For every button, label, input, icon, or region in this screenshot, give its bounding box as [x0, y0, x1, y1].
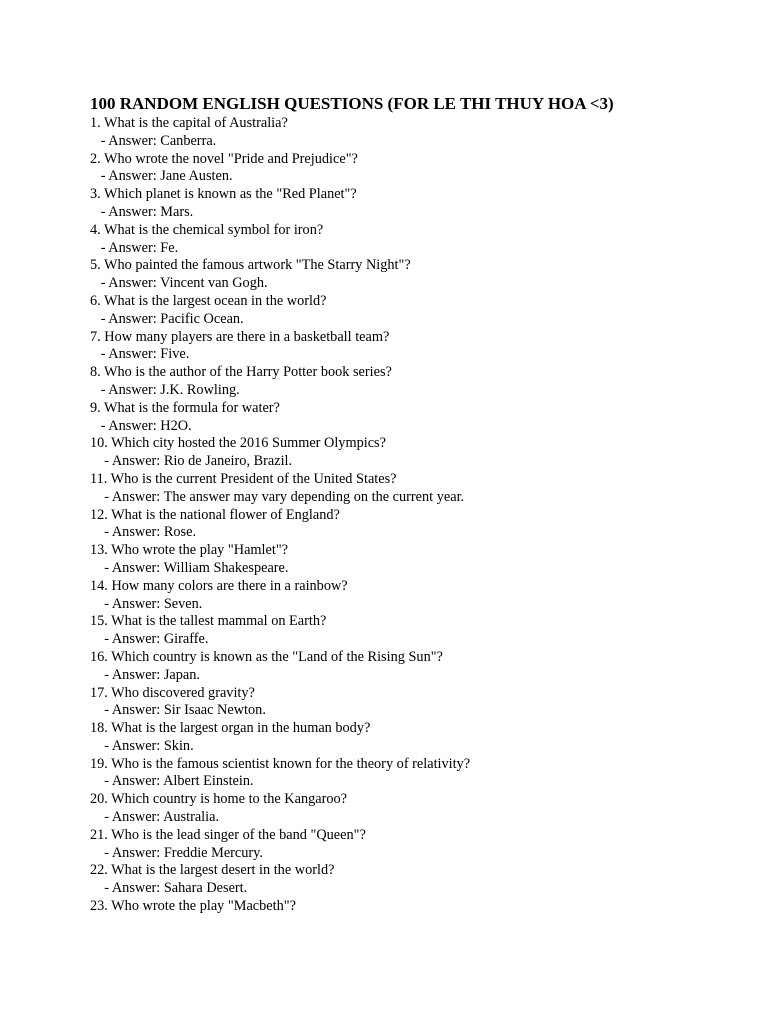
answer-text: - Answer: Japan. — [90, 666, 200, 683]
question-item — [90, 329, 730, 365]
document-page — [90, 93, 730, 916]
answer-text: - Answer: Sir Isaac Newton. — [90, 702, 266, 719]
answer-text: - Answer: Giraffe. — [90, 631, 209, 648]
question-text: 10. Which city hosted the 2016 Summer Olympics? — [90, 435, 386, 452]
question-item — [90, 756, 730, 792]
answer-text: - Answer: Fe. — [90, 239, 179, 256]
answer-text: - Answer: Mars. — [90, 203, 194, 220]
question-text: 11. Who is the current President of the United States? — [90, 470, 397, 487]
question-text: 18. What is the largest organ in the human body? — [90, 720, 371, 737]
question-item — [90, 471, 730, 507]
question-item — [90, 542, 730, 578]
question-item — [90, 791, 730, 827]
answer-text: - Answer: Seven. — [90, 595, 203, 612]
question-item — [90, 578, 730, 614]
question-text: 12. What is the national flower of England? — [90, 506, 340, 523]
answer-text: - Answer: Freddie Mercury. — [90, 844, 263, 861]
answer-text: - Answer: Skin. — [90, 737, 194, 754]
question-text: 3. Which planet is known as the "Red Planet"? — [90, 186, 357, 203]
answer-text: - Answer: Five. — [90, 346, 190, 363]
question-item — [90, 400, 730, 436]
question-text: 16. Which country is known as the "Land of the Rising Sun"? — [90, 648, 443, 665]
question-item — [90, 151, 730, 187]
question-item — [90, 613, 730, 649]
question-item — [90, 685, 730, 721]
question-item — [90, 649, 730, 685]
answer-text: - Answer: Albert Einstein. — [90, 773, 254, 790]
question-text: 22. What is the largest desert in the world? — [90, 862, 335, 879]
question-text: 21. Who is the lead singer of the band "Queen"? — [90, 826, 366, 843]
answer-text: - Answer: Rose. — [90, 524, 197, 541]
question-text: 13. Who wrote the play "Hamlet"? — [90, 542, 289, 559]
answer-text: - Answer: H2O. — [90, 417, 192, 434]
document-title: 100 RANDOM ENGLISH QUESTIONS (FOR LE THI THUY HOA <3) — [90, 94, 614, 113]
question-text: 14. How many colors are there in a rainbow? — [90, 577, 348, 594]
answer-text: - Answer: Pacific Ocean. — [90, 310, 244, 327]
question-text: 6. What is the largest ocean in the world? — [90, 292, 327, 309]
question-item — [90, 720, 730, 756]
question-text: 15. What is the tallest mammal on Earth? — [90, 613, 327, 630]
question-text: 7. How many players are there in a basketball team? — [90, 328, 390, 345]
question-text: 5. Who painted the famous artwork "The Starry Night"? — [90, 257, 411, 274]
answer-text: - Answer: Rio de Janeiro, Brazil. — [90, 453, 293, 470]
question-text: 23. Who wrote the play "Macbeth"? — [90, 898, 296, 915]
question-item — [90, 898, 730, 916]
answer-text: - Answer: Jane Austen. — [90, 168, 233, 185]
question-item — [90, 257, 730, 293]
question-item — [90, 827, 730, 863]
question-text: 4. What is the chemical symbol for iron? — [90, 221, 324, 238]
question-text: 2. Who wrote the novel "Pride and Prejudice"? — [90, 150, 358, 167]
question-text: 19. Who is the famous scientist known for the theory of relativity? — [90, 755, 471, 772]
answer-text: - Answer: Vincent van Gogh. — [90, 275, 268, 292]
question-item — [90, 293, 730, 329]
answer-text: - Answer: J.K. Rowling. — [90, 381, 240, 398]
answer-text: - Answer: Sahara Desert. — [90, 880, 248, 897]
answer-text: - Answer: Australia. — [90, 809, 220, 826]
question-text: 8. Who is the author of the Harry Potter book series? — [90, 364, 392, 381]
answer-text: - Answer: William Shakespeare. — [90, 559, 289, 576]
question-text: 20. Which country is home to the Kangaroo? — [90, 791, 348, 808]
question-item — [90, 862, 730, 898]
question-list — [90, 115, 730, 916]
answer-text: - Answer: Canberra. — [90, 132, 217, 149]
answer-text: - Answer: The answer may vary depending on the current year. — [90, 488, 465, 505]
question-item — [90, 364, 730, 400]
question-item — [90, 115, 730, 151]
question-text: 9. What is the formula for water? — [90, 399, 280, 416]
question-text: 17. Who discovered gravity? — [90, 684, 255, 701]
question-item — [90, 435, 730, 471]
question-item — [90, 507, 730, 543]
question-text: 1. What is the capital of Australia? — [90, 115, 288, 131]
question-item — [90, 186, 730, 222]
question-item — [90, 222, 730, 258]
